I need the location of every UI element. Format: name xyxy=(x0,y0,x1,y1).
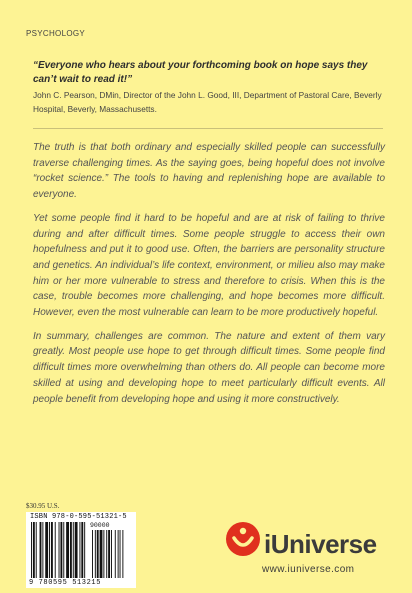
isbn-barcode xyxy=(26,512,136,588)
blurb-paragraph-2: Yet some people find it hard to be hopeful and are at risk of failing to thrive during and after difficult times. Some people struggle to access their own hopefulness and put it to good use. Often, the barriers are personality structure and genetics. An individual’s life context, environment, or milieu also may make him or her more vulnerable to stress and therefore to crisis. When this is the case, trouble becomes more challenging, and hope becomes more difficult. However, even the most vulnerable can learn to be more productively hopeful. xyxy=(33,212,385,319)
isbn-addon: 90000 xyxy=(90,522,110,529)
divider xyxy=(33,128,383,129)
publisher-logo xyxy=(218,512,398,575)
blurb-paragraph-3: In summary, challenges are common. The nature and extent of them vary greatly. Most people use hope to get through difficult times. Some people find difficult times more overwhelming than others do. All people can become more skilled at using and developing hope to meet particularly difficult events. All people benefit from developing hope and using it more constructively. xyxy=(33,330,385,405)
category-label: PSYCHOLOGY xyxy=(26,29,86,38)
price-label: $30.95 U.S. xyxy=(26,502,60,510)
publisher-name: iUniverse xyxy=(264,529,377,559)
testimonial-quote: “Everyone who hears about your forthcoming book on hope says they can’t wait to read it!” xyxy=(33,60,368,85)
testimonial xyxy=(33,59,385,116)
isbn-label: ISBN 978-0-595-51321-5 xyxy=(30,513,127,521)
testimonial-attribution: John C. Pearson, DMin, Director of the John L. Good, III, Department of Pastoral Care, Beverly Hospital, Beverly, Massachusetts. xyxy=(33,90,382,114)
smile-icon xyxy=(226,522,260,556)
blurb-paragraph-1: The truth is that both ordinary and especially skilled people can successfully traverse challenging times. As the saying goes, being hopeful does not involve “rocket science.” The tools to having and replenishing hope are available to everyone. xyxy=(33,142,385,201)
publisher-logo-mark xyxy=(226,522,260,556)
barcode-bars xyxy=(26,512,136,588)
blurb xyxy=(33,140,385,415)
barcode-digits: 9 780595 513215 xyxy=(29,579,102,587)
publisher-url: www.iuniverse.com xyxy=(262,564,355,575)
